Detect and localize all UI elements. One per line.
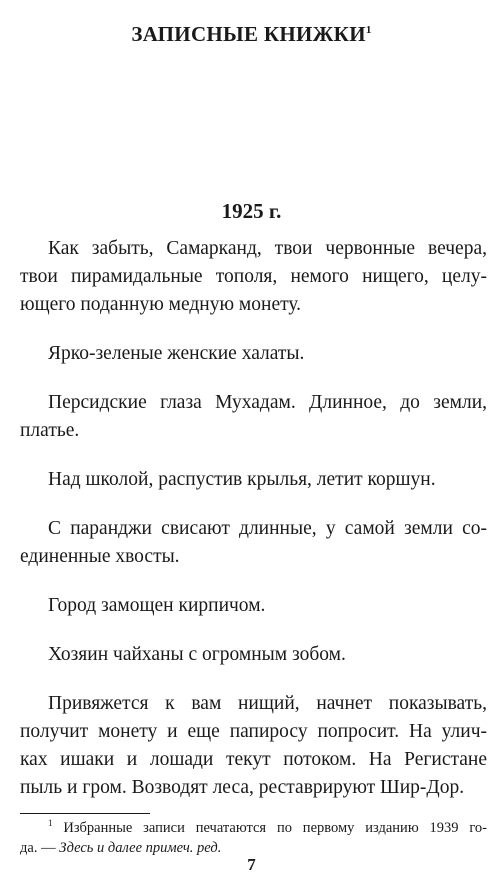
paragraph [20, 235, 487, 319]
paragraph [20, 690, 487, 802]
page-title [0, 22, 503, 47]
paragraph [20, 389, 487, 445]
text-line: единенные хвосты. [20, 546, 180, 567]
paragraph [20, 340, 487, 368]
title-text: ЗАПИСНЫЕ КНИЖКИ [131, 22, 366, 46]
paragraph [20, 641, 487, 669]
footnote-text: Избранные записи печатаются по первому изданию 1939 го- [63, 820, 488, 836]
text-line: С паранджи свисают длинные, у самой земли со- [48, 518, 487, 539]
text-line: Привяжется к вам нищий, начнет показывать, [48, 693, 487, 714]
text-line: ющего поданную медную монету. [20, 294, 302, 315]
footnote-marker: 1 [365, 24, 372, 36]
footnote-text: да. — [20, 840, 60, 856]
footnote [20, 818, 487, 858]
text-line: платье. [20, 420, 80, 441]
text-line: Ярко-зеленые женские халаты. [48, 343, 305, 364]
page-number: 7 [247, 855, 256, 874]
text-line: Над школой, распустив крылья, летит коршун. [48, 469, 436, 490]
text-line: пыль и гром. Возводят леса, реставрируют Шир-Дор. [20, 777, 465, 798]
footnote-number: 1 [48, 818, 53, 829]
text-line: Персидские глаза Мухадам. Длинное, до земли, [48, 392, 487, 413]
paragraph [20, 592, 487, 620]
footnote-divider [20, 813, 150, 814]
text-line: твои пирамидальные тополя, немого нищего, целу- [20, 266, 487, 287]
footnote-line [20, 818, 487, 838]
year-heading: 1925 г. [221, 199, 282, 223]
text-line: Город замощен кирпичом. [48, 595, 266, 616]
paragraph [20, 515, 487, 571]
text-line: Как забыть, Самарканд, твои червонные вечера, [48, 238, 487, 259]
text-line: Хозяин чайханы с огромным зобом. [48, 644, 346, 665]
text-line: ках ишаки и лошади текут потоком. На Регистане [20, 749, 487, 770]
footnote-editor-note: Здесь и далее примеч. ред. [59, 840, 222, 856]
paragraph [20, 466, 487, 494]
text-line: получит монету и еще папиросу попросит. На улич- [20, 721, 487, 742]
